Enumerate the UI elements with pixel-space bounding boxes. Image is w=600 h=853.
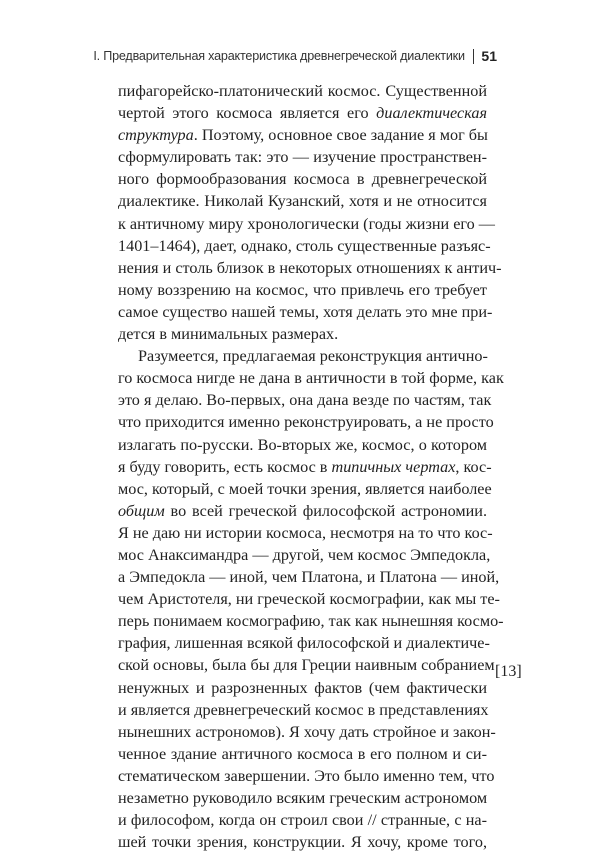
italic-emphasis: структура bbox=[118, 126, 194, 145]
text-line bbox=[118, 478, 492, 500]
text-segment: я буду говорить, есть космос в bbox=[118, 457, 332, 476]
text-segment: перь понимаем космографию, так как нынешняя космо- bbox=[118, 612, 504, 631]
text-segment: шей точки зрения, конструкции. Я хочу, кроме того, bbox=[118, 833, 487, 852]
text-segment: стематическом завершении. Это было именно тем, что bbox=[118, 766, 495, 785]
text-segment: Разумеется, предлагаемая реконструкция антично- bbox=[138, 347, 488, 366]
text-line bbox=[118, 257, 502, 279]
text-segment: го космоса нигде не дана в античности в той форме, как bbox=[118, 369, 504, 388]
running-title: I. Предварительная характеристика древнегреческой диалектики bbox=[93, 49, 465, 63]
text-segment: это я делаю. Во-первых, она дана везде по частям, так bbox=[118, 391, 492, 410]
text-line bbox=[118, 323, 487, 345]
text-segment: . Поэтому, основное свое задание я мог бы bbox=[193, 126, 488, 145]
text-line bbox=[118, 500, 487, 522]
text-line bbox=[118, 831, 487, 853]
text-segment: чертой этого космоса является его bbox=[118, 104, 377, 123]
text-segment: ному воззрению на космос, что привлечь его требует bbox=[118, 280, 487, 299]
text-segment: 1401–1464), дает, однако, столь существенные разъяс- bbox=[118, 236, 491, 255]
text-line bbox=[118, 544, 491, 566]
text-line bbox=[118, 456, 492, 478]
text-segment: и философом, когда он строил свои // странные, с на- bbox=[118, 811, 487, 830]
body-text bbox=[118, 80, 504, 853]
text-segment: мос, который, с моей точки зрения, является наиболее bbox=[118, 479, 492, 498]
text-segment: ненужных и разрозненных фактов (чем фактически bbox=[118, 678, 487, 697]
text-line bbox=[118, 146, 487, 168]
text-segment: что приходится именно реконструировать, а не просто bbox=[118, 413, 494, 432]
italic-emphasis: диалектическая bbox=[376, 104, 487, 123]
text-line bbox=[118, 102, 487, 124]
text-line bbox=[118, 632, 490, 654]
text-segment: чем Аристотеля, ни греческой космографии, как мы те- bbox=[118, 590, 500, 609]
text-segment: и является древнегреческий космос в представлениях bbox=[118, 700, 489, 719]
text-segment: мос Анаксимандра — другой, чем космос Эмпедокла, bbox=[118, 545, 491, 564]
text-line bbox=[118, 787, 487, 809]
text-line bbox=[118, 411, 494, 433]
text-line bbox=[118, 610, 504, 632]
text-line bbox=[118, 743, 487, 765]
text-line bbox=[118, 345, 487, 367]
text-line bbox=[118, 190, 487, 212]
text-segment: излагать по-русски. Во-вторых же, космос, о котором bbox=[118, 435, 487, 454]
running-head bbox=[93, 48, 497, 64]
text-segment: ской основы, была бы для Греции наивным собранием bbox=[118, 656, 495, 675]
text-line bbox=[118, 809, 487, 831]
italic-emphasis: типичных чертах bbox=[331, 457, 456, 476]
text-segment: к античному миру хронологически (годы жизни его — bbox=[118, 214, 495, 233]
text-segment: ного формообразования космоса в древнегреческой bbox=[118, 170, 487, 189]
text-segment: Я не даю ни истории космоса, несмотря на то что кос- bbox=[118, 523, 493, 542]
text-segment: незаметно руководило всяким греческим астрономом bbox=[118, 789, 488, 807]
text-line bbox=[118, 699, 487, 721]
text-segment: нения и столь близок в некоторых отношениях к антич- bbox=[118, 258, 502, 277]
text-segment: нынешних астрономов). Я хочу дать стройное и закон- bbox=[118, 722, 496, 741]
text-line bbox=[118, 389, 492, 411]
text-segment: графия, лишенная всякой философской и диалектиче- bbox=[118, 634, 490, 653]
text-line bbox=[118, 765, 495, 787]
margin-page-marker: [13] bbox=[495, 663, 522, 680]
text-line bbox=[118, 80, 487, 102]
text-segment: дется в минимальных размерах. bbox=[118, 325, 339, 344]
text-line bbox=[118, 654, 495, 676]
header-divider bbox=[473, 49, 475, 64]
text-line bbox=[118, 434, 487, 456]
text-line bbox=[118, 168, 487, 190]
text-line bbox=[118, 588, 500, 610]
italic-emphasis: общим bbox=[118, 501, 165, 520]
text-segment: во всей греческой философской астрономии. bbox=[164, 501, 487, 520]
text-segment: ченное здание античного космоса в его полном и си- bbox=[118, 744, 487, 763]
text-segment: сформулировать так: это — изучение пространствен- bbox=[118, 148, 487, 167]
text-segment: самое существо нашей темы, хотя делать это мне при- bbox=[118, 302, 493, 321]
text-segment: а Эмпедокла — иной, чем Платона, и Платона — иной, bbox=[118, 568, 500, 587]
text-line bbox=[118, 279, 487, 301]
text-line bbox=[118, 677, 487, 699]
text-segment: пифагорейско-платонический космос. Существенной bbox=[118, 82, 487, 100]
text-line bbox=[118, 721, 496, 743]
text-line bbox=[118, 213, 495, 235]
text-line bbox=[118, 522, 493, 544]
text-line bbox=[118, 301, 493, 323]
text-line bbox=[118, 566, 500, 588]
text-segment: , кос- bbox=[455, 457, 492, 476]
text-segment: диалектике. Николай Кузанский, хотя и не относится bbox=[118, 192, 487, 211]
text-line bbox=[118, 124, 487, 146]
page-number: 51 bbox=[481, 48, 497, 64]
text-line bbox=[118, 235, 491, 257]
text-line bbox=[118, 367, 504, 389]
